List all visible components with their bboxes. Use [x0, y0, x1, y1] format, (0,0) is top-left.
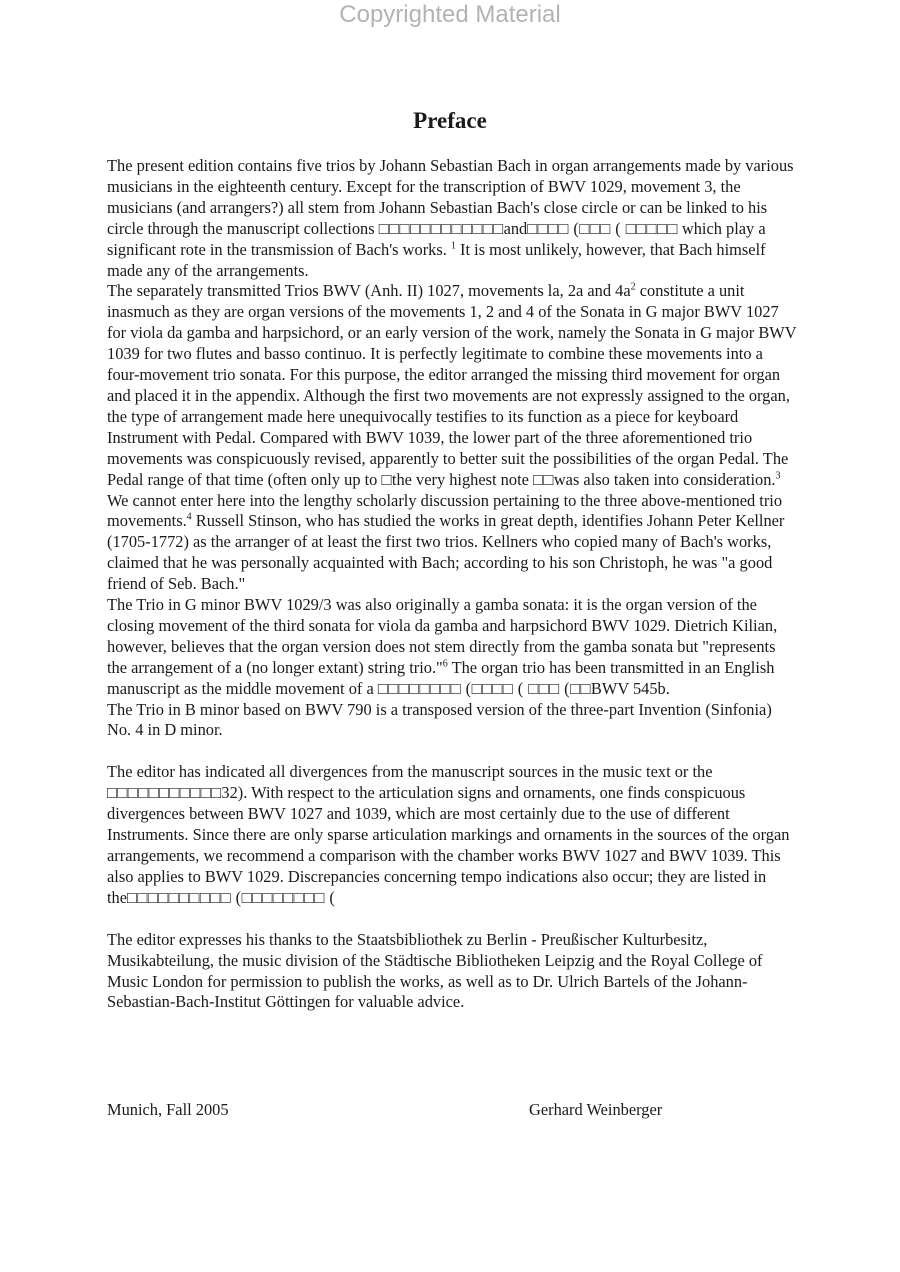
- missing-glyphs: □□□□ (□□□ ( □□□□□: [527, 218, 678, 238]
- paragraph: The editor expresses his thanks to the Staatsbibliothek zu Berlin - Preußischer Kulturbesitz, Musikabteilung, the music division of the Städtische Bibliotheken Leipzig and the Royal College of Music London for permission to publish the works, as well as to Dr. Ulrich Bartels of the Johann-Sebastian-Bach-Institut Göttingen for valuable advice.: [107, 929, 763, 1012]
- missing-glyphs: □□: [533, 469, 554, 489]
- paragraph: The editor has indicated all divergences from the manuscript sources in the music text or the □□□□□□□□□□□32). With respect to the articulation signs and ornaments, one finds conspicuous divergences between BWV 1027 and 1039, which are most certainly due to the use of different Instruments. Since there are only sparse articulation markings and ornaments in the sources of the organ arrangements, we recommend a comparison with the chamber works BWV 1027 and BWV 1039. This also applies to BWV 1029. Discrepancies concerning tempo indications also occur; they are listed in the□□□□□□□□□□ (□□□□□□□□ (: [107, 762, 790, 907]
- missing-glyphs: □□□□□□□□□□□: [107, 783, 222, 803]
- missing-glyphs: □□□□□□□□□□ (□□□□□□□□ (: [127, 887, 336, 907]
- footnote-ref: 2: [630, 281, 636, 293]
- footnote-ref: 3: [775, 470, 781, 482]
- footnote-ref: 1: [450, 240, 456, 252]
- footnote-ref: 4: [186, 511, 192, 523]
- watermark: Copyrighted Material: [339, 1, 561, 28]
- preface-body: [107, 156, 797, 1013]
- author-name: Gerhard Weinberger: [529, 1100, 663, 1119]
- page-title: Preface: [413, 108, 487, 133]
- paragraph: The present edition contains five trios by Johann Sebastian Bach in organ arrangements made by various musicians in the eighteenth century. Except for the transcription of BWV 1029, movement 3, the musicians (and arrangers?) all stem from Johann Sebastian Bach's close circle or can be linked to his circle through the manuscript collections □□□□□□□□□□□□and□□□□ (□□□ ( □□□□□ which play a significant rote in the transmission of Bach's works. $^1$ It is most unlikely, however, that Bach himself made any of the arrangements.: [107, 156, 794, 280]
- footnote-ref: 6: [442, 658, 448, 670]
- paragraph: The Trio in B minor based on BWV 790 is a transposed version of the three-part Invention (Sinfonia) No. 4 in D minor.: [107, 699, 772, 740]
- paragraph: The separately transmitted Trios BWV (Anh. II) 1027, movements la, 2a and $4a^2$ constitute a unit inasmuch as they are organ versions of the movements 1, 2 and 4 of the Sonata in G major BWV 1027 for viola da gamba and harpsichord, or an early version of the work, namely the Sonata in G major BWV 1039 for two flutes and basso continuo. It is perfectly legitimate to combine these movements into a four-movement trio sonata. For this purpose, the editor arranged the missing third movement for organ and placed it in the appendix. Although the first two movements are not expressly assigned to the organ, the type of arrangement made here unequivocally testifies to its function as a piece for keyboard Instrument with Pedal. Compared with BWV 1039, the lower part of the three aforementioned trio movements was conspicuously revised, apparently to better suit the possibilities of the organ Pedal. The Pedal range of that time (often only up to □the very highest note □□was also taken into consideration.$^3$: [107, 281, 797, 489]
- missing-glyphs: □□□□□□□□□□□□: [378, 218, 504, 238]
- paragraph: We cannot enter here into the lengthy scholarly discussion pertaining to the three above-mentioned trio movements.$^4$ Russell Stinson, who has studied the works in great depth, identifies Johann Peter Kellner (1705-1772) as the arranger of at least the first two trios. Kellners who copied many of Bach's works, claimed that he was personally acquainted with Bach; according to his son Christoph, he was "a good friend of Seb. Bach.": [107, 490, 785, 594]
- place-date: Munich, Fall 2005: [107, 1100, 229, 1119]
- paragraph: The Trio in G minor BWV 1029/3 was also originally a gamba sonata: it is the organ version of the closing movement of the third sonata for viola da gamba and harpsichord BWV 1029. Dietrich Kilian, however, believes that the organ version does not stem directly from the gamba sonata but "represents the arrangement of a (no longer extant) string trio."$^6$ The organ trio has been transmitted in an English manuscript as the middle movement of a □□□□□□□□ (□□□□ ( □□□ (□□BWV 545b.: [107, 595, 778, 698]
- missing-glyphs: □: [381, 469, 392, 489]
- missing-glyphs: □□□□□□□□ (□□□□ ( □□□ (□□: [377, 678, 591, 698]
